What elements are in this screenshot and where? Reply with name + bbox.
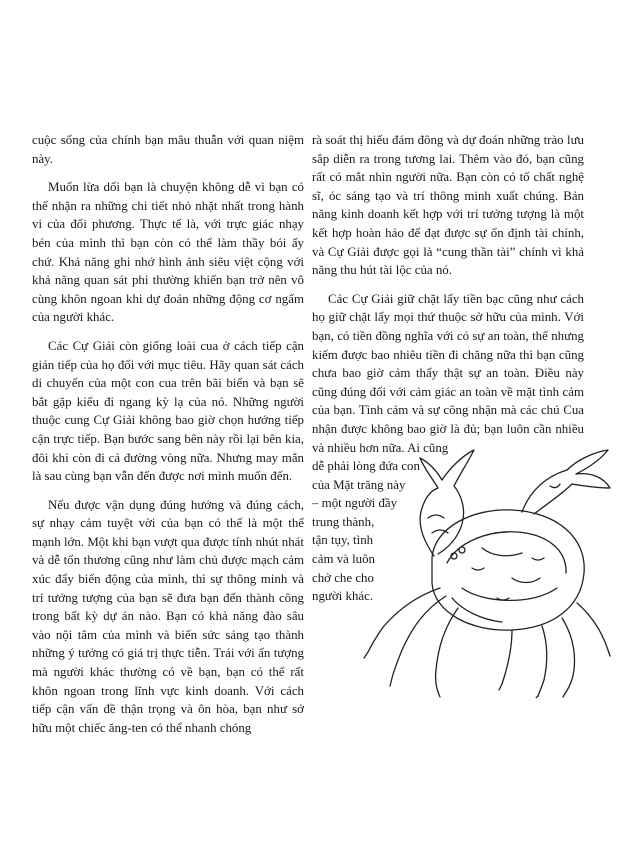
crab-illustration — [362, 438, 612, 698]
wrap-line: dễ phải lòng đứa con — [312, 459, 420, 474]
wrap-line: cảm và luôn — [312, 552, 375, 567]
wrap-line: chở che cho — [312, 570, 374, 585]
left-column — [32, 131, 304, 747]
paragraph: cuộc sống của chính bạn mâu thuẫn với quan niệm này. — [32, 133, 304, 166]
wrap-line: của Mặt trăng này — [312, 477, 406, 492]
paragraph: Các Cự Giải còn giống loài cua ở cách tiếp cận gián tiếp của họ đối với mục tiêu. Hãy quan sát cách di chuyển của một con cua trên bãi biển và bạn sẽ bắt gặp kiểu đi ngang kỳ lạ của nó. Những người thuộc cung Cự Giải không bao giờ chọn hướng tiếp cận trực tiếp. Bạn bước sang bên này rồi lại bên kia, đôi khi còn đi cả đường vòng nữa. Nhưng may mắn là sau cùng bạn vẫn đến được nơi mình muốn đến. — [32, 338, 304, 484]
wrap-line: trung thành, — [312, 514, 375, 529]
wrap-line: – một người đầy — [312, 496, 398, 511]
paragraph: rà soát thị hiếu đám đông và dự đoán những trào lưu sắp diễn ra trong tương lai. Thêm vào đó, bạn cũng rất có mắt nhìn người nữa. Bạn còn có tố chất nghệ sĩ, óc sáng tạo và trí thông minh xuất chúng. Bản năng kinh doanh kết hợp với trí tưởng tượng là một kết hợp hoàn hảo để đạt được sự ổn định tài chính, và Cự Giải được gọi là “cung thần tài” chính vì khả năng thu hút tài lộc của nó. — [312, 133, 584, 278]
paragraph: Muốn lừa dối bạn là chuyện không dễ vì bạn có thể nhận ra những chi tiết nhỏ nhặt nhất trong hành vi của đối phương. Thực tế là, với trực giác nhạy bén của mình thì bạn còn có thể làm thầy bói ấy chứ. Khả năng ghi nhớ hình ảnh siêu việt cộng với khả năng quan sát phi thường khiến bạn trở nên vô cùng khôn ngoan khi dự đoán những động cơ ngấm của người khác. — [32, 180, 304, 325]
paragraph: Các Cự Giải giữ chặt lấy tiền bạc cũng như cách họ giữ chặt lấy mọi thứ thuộc sở hữu của mình. Với bạn, có tiền đồng nghĩa với có sự an toàn, thế nhưng kiếm được bao nhiêu tiền đi chăng nữa thì bạn cũng chưa bao giờ cảm thấy thật sự an toàn. Điều này cũng đúng đối với cảm giác an toàn về mặt tình cảm của bạn. Tình cảm và sự công nhận mà các chú Cua nhận được không bao giờ là đủ; bạn luôn cần nhiều và nhiều hơn nữa. Ai cũng — [312, 291, 584, 455]
wrap-line: người khác. — [312, 589, 374, 604]
paragraph: Nếu được vận dụng đúng hướng và đúng cách, sự nhạy cảm tuyệt vời của bạn có thể là một thế mạnh lớn. Một khi bạn vượt qua được tính nhút nhát và dễ tổn thương cũng như làm chủ được mạch cảm xúc đẩy biến động của mình, thì sự thông minh và trí tưởng tượng của bạn sẽ đưa bạn đến thành công trong bất kỳ dự án nào. Bạn có khả năng đào sâu vào nội tâm của mình và biến sức sáng tạo thành những ý tưởng có giá trị thực tiễn. Trái với ấn tượng mà người khác thường có về bạn, bạn có thể rất khôn ngoan trong lĩnh vực kinh doanh. Với cách tiếp cận vấn đề thận trọng và ôn hòa, bạn như sở hữu một chiếc ăng-ten có thể nhanh chóng — [32, 497, 304, 735]
wrap-line: tận tụy, tình — [312, 533, 374, 548]
